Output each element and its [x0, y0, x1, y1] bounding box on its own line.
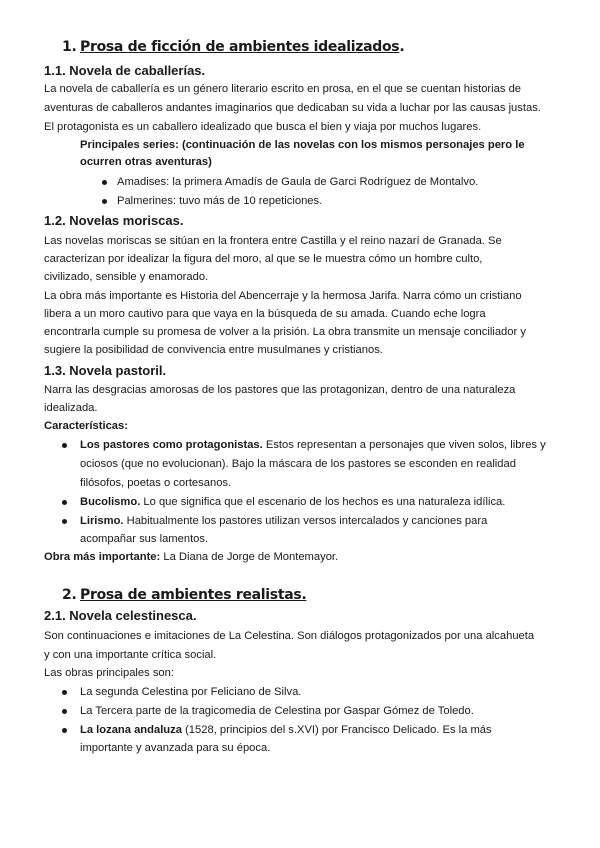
paragraph-line: aventuras de caballeros andantes imaginarios que dedicaban su vida a luchar por las causas justas. — [44, 102, 541, 114]
paragraph-line: Las novelas moriscas se sitúan en la frontera entre Castilla y el reino nazarí de Granada. Se — [44, 235, 502, 247]
paragraph-line: Las obras principales son: — [44, 667, 174, 679]
item-text: Habitualmente los pastores utilizan versos intercalados y canciones para — [123, 515, 488, 527]
paragraph-line: caracterizan por idealizar la figura del moro, al que se le muestra cómo un hombre culto, — [44, 253, 483, 265]
paragraph-line: y con una importante crítica social. — [44, 649, 217, 661]
item-bold-term: La lozana andaluza — [80, 724, 182, 736]
main-work-label: Obra más importante: — [44, 551, 161, 563]
item-bold-term: Los pastores como protagonistas. — [80, 439, 263, 451]
section-1-title-end: . — [399, 39, 405, 55]
bullet-icon — [62, 443, 67, 448]
bullet-icon — [62, 728, 67, 733]
list-item-continuation: ociosos (que no evolucionan). Bajo la máscara de los pastores se esconden en realidad — [80, 458, 516, 470]
item-text: Estos representan a personajes que viven solos, libres y — [262, 439, 546, 451]
paragraph-line: encontrarla cumple su promesa de volver a la prisión. La obra transmite un mensaje conciliador y — [44, 326, 526, 338]
paragraph-line: Narra las desgracias amorosas de los pastores que las protagonizan, dentro de una naturaleza — [44, 384, 516, 396]
main-work-value: La Diana de Jorge de Montemayor. — [160, 551, 339, 563]
list-item: Palmerines: tuvo más de 10 repeticiones. — [117, 195, 323, 207]
paragraph-line: La obra más importante es Historia del Abencerraje y la hermosa Jarifa. Narra cómo un cristiano — [44, 290, 522, 302]
paragraph-line: idealizada. — [44, 402, 98, 414]
section-2-title — [62, 586, 306, 604]
paragraph-line: libera a un moro cautivo para que vaya en la búsqueda de su amada. Cuando eche logra — [44, 308, 486, 320]
list-item-first-line — [80, 514, 487, 529]
section-1-title — [62, 38, 404, 56]
heading-novela-celestinesca: 2.1. Novela celestinesca. — [44, 608, 197, 623]
list-item-first-line — [80, 438, 546, 453]
list-item: Amadises: la primera Amadís de Gaula de Garci Rodríguez de Montalvo. — [117, 176, 479, 188]
heading-novela-pastoril: 1.3. Novela pastoril. — [44, 363, 167, 378]
heading-novela-caballerias: 1.1. Novela de caballerías. — [44, 63, 206, 78]
item-text: (1528, principios del s.XVI) por Francisco Delicado. Es la más — [181, 724, 492, 736]
section-1-number: 1. — [62, 39, 77, 55]
section-1-title-text: Prosa de ficción de ambientes idealizados — [80, 39, 400, 55]
bullet-icon — [62, 519, 67, 524]
series-label: Principales series: (continuación de las novelas con los mismos personajes pero le — [80, 139, 525, 151]
list-item-continuation: filósofos, poetas o cortesanos. — [80, 477, 232, 489]
bullet-icon — [62, 709, 67, 714]
bullet-icon — [62, 690, 67, 695]
main-work-line — [44, 550, 338, 565]
paragraph-line: La novela de caballería es un género literario escrito en prosa, en el que se cuentan historias de — [44, 83, 522, 95]
section-2-number: 2. — [62, 587, 77, 603]
paragraph-line: sugiere la posibilidad de convivencia entre musulmanes y cristianos. — [44, 344, 383, 356]
series-label: ocurren otras aventuras) — [80, 156, 212, 168]
paragraph-line: Son continuaciones e imitaciones de La Celestina. Son diálogos protagonizados por una alcahueta — [44, 630, 535, 642]
features-label: Características: — [44, 420, 128, 432]
heading-novelas-moriscas: 1.2. Novelas moriscas. — [44, 213, 184, 228]
list-item-continuation: acompañar sus lamentos. — [80, 533, 209, 545]
paragraph-line: El protagonista es un caballero idealizado que busca el bien y viaja por muchos lugares. — [44, 121, 482, 133]
list-item: La segunda Celestina por Feliciano de Silva. — [80, 686, 302, 698]
list-item-first-line — [80, 723, 492, 738]
list-item-first-line — [80, 495, 505, 510]
paragraph-line: civilizado, sensible y enamorado. — [44, 271, 209, 283]
bullet-icon — [102, 180, 107, 185]
bullet-icon — [102, 199, 107, 204]
list-item-continuation: importante y avanzada para su época. — [80, 742, 271, 754]
list-item: La Tercera parte de la tragicomedia de Celestina por Gaspar Gómez de Toledo. — [80, 705, 474, 717]
bullet-icon — [62, 500, 67, 505]
item-bold-term: Lirismo. — [80, 515, 124, 527]
section-2-title-text: Prosa de ambientes realistas. — [80, 587, 307, 603]
item-text: Lo que significa que el escenario de los hechos es una naturaleza idílica. — [140, 496, 506, 508]
item-bold-term: Bucolismo. — [80, 496, 141, 508]
